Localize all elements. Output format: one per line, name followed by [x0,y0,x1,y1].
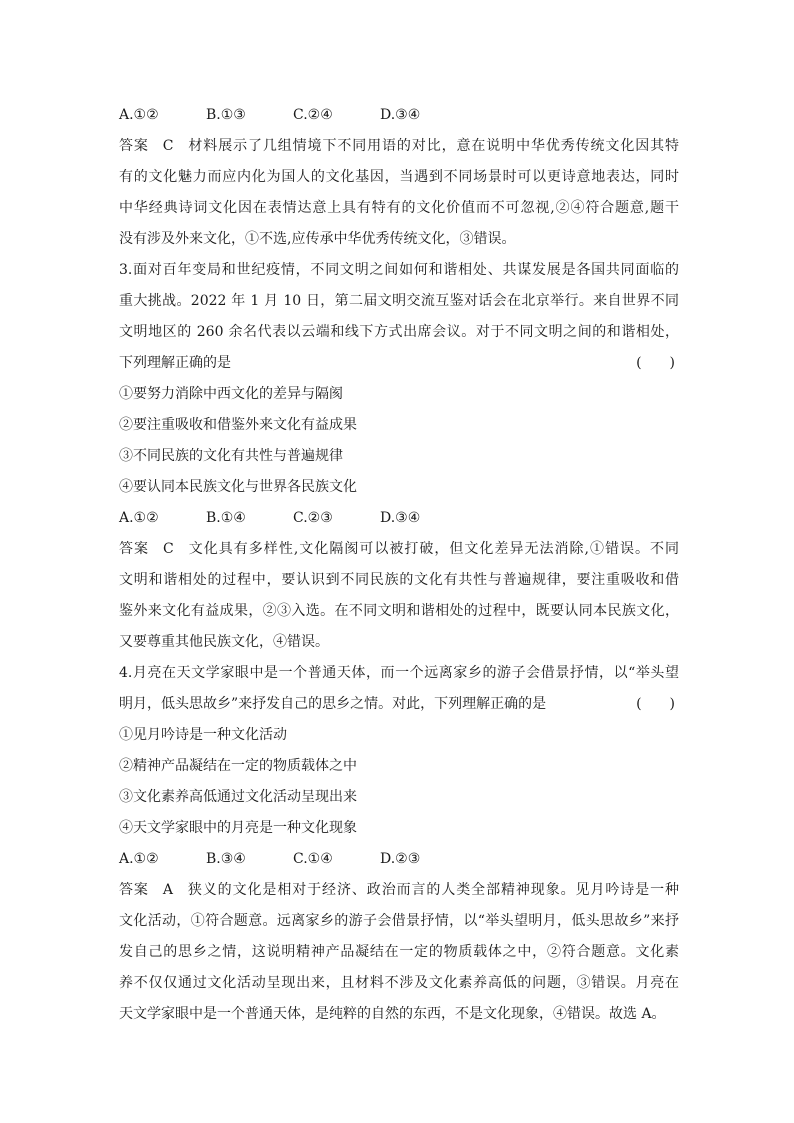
document-page [119,100,679,1030]
q3-stem-2: 重大挑战。2022 年 1 月 10 日，第二届文明交流互鉴对话会在北京举行。来自世界不同 [119,293,679,309]
q3-explanation-4: 又要尊重其他民族文化，④错误。 [119,634,329,650]
q4-statement-3: ③文化素养高低通过文化活动呈现出来 [119,789,357,805]
q2-options [119,100,679,131]
q3-stem-4-text: 下列理解正确的是 [119,355,231,371]
q3-option-b: B.①④ [206,510,246,526]
q3-answer-label: 答案 [119,541,150,557]
q4-statement-2: ②精神产品凝结在一定的物质载体之中 [119,758,357,774]
q3-option-a: A.①② [119,510,159,526]
q3-answer-line-1 [119,534,679,565]
q4-options [119,844,679,875]
q3-option-c: C.②③ [293,510,333,526]
q4-option-a: A.①② [119,851,159,867]
q3-stem-4 [119,348,679,379]
q2-answer-key: C [162,138,174,154]
q2-explanation-1: 材料展示了几组情境下不同用语的对比，意在说明中华优秀传统文化因其特 [187,138,680,154]
q4-stem-1: 4.月亮在天文学家眼中是一个普通天体，而一个远离家乡的游子会借景抒情，以“举头望 [119,665,679,681]
q3-option-d: D.③④ [380,510,421,526]
q3-stem-3: 文明地区的 260 余名代表以云端和线下方式出席会议。对于不同文明之间的和谐相处， [119,324,679,340]
q4-answer-line-1 [119,875,679,906]
q4-explanation-3: 发自己的思乡之情，这说明精神产品凝结在一定的物质载体之中，②符合题意。文化素 [119,944,679,960]
q3-explanation-2: 文明和谐相处的过程中，要认识到不同民族的文化有共性与普遍规律，要注重吸收和借 [119,572,679,588]
q2-explanation-2: 有的文化魅力而应内化为国人的文化基因，当遇到不同场景时可以更诗意地表达，同时 [119,169,679,185]
q2-option-b: B.①③ [206,107,246,123]
q4-stem-2 [119,689,679,720]
q4-explanation-1: 狭义的文化是相对于经济、政治而言的人类全部精神现象。见月吟诗是一种 [186,882,680,898]
q3-explanation-1: 文化具有多样性,文化隔阂可以被打破，但文化差异无法消除,①错误。不同 [187,541,680,557]
q3-statement-3: ③不同民族的文化有共性与普遍规律 [119,448,343,464]
q4-option-b: B.③④ [206,851,246,867]
q4-option-c: C.①④ [293,851,333,867]
q4-stem-2-text: 明月，低头思故乡”来抒发自己的思乡之情。对此，下列理解正确的是 [119,696,547,712]
q4-option-d: D.②③ [380,851,421,867]
q3-statement-2: ②要注重吸收和借鉴外来文化有益成果 [119,417,357,433]
q2-explanation-3: 中华经典诗词文化因在表情达意上具有特有的文化价值而不可忽视,②④符合题意,题干 [119,200,679,216]
q4-explanation-5: 天文学家眼中是一个普通天体，是纯粹的自然的东西，不是文化现象，④错误。故选 A。 [119,1006,666,1022]
q2-explanation-4: 没有涉及外来文化，①不选,应传承中华优秀传统文化，③错误。 [119,231,516,247]
q3-answer-key: C [163,541,174,557]
q4-explanation-2: 文化活动，①符合题意。远离家乡的游子会借景抒情，以“举头望明月，低头思故乡”来抒 [119,913,679,929]
q4-answer-label: 答案 [119,882,149,898]
q3-statement-1: ①要努力消除中西文化的差异与隔阂 [119,386,343,402]
q4-answer-blank: ( ) [636,696,675,712]
q3-answer-blank: ( ) [636,355,675,371]
q2-option-c: C.②④ [293,107,333,123]
q3-options [119,503,679,534]
q4-answer-key: A [162,882,173,898]
q2-option-d: D.③④ [380,107,421,123]
q4-statement-1: ①见月吟诗是一种文化活动 [119,727,287,743]
q3-explanation-3: 鉴外来文化有益成果，②③入选。在不同文明和谐相处的过程中，既要认同本民族文化， [119,603,679,619]
q3-stem-1: 3.面对百年变局和世纪疫情，不同文明之间如何和谐相处、共谋发展是各国共同面临的 [119,262,679,278]
q3-statement-4: ④要认同本民族文化与世界各民族文化 [119,479,357,495]
q2-answer-label: 答案 [119,138,149,154]
q4-explanation-4: 养不仅仅通过文化活动呈现出来，且材料不涉及文化素养高低的问题，③错误。月亮在 [119,975,679,991]
q2-answer-line-1 [119,131,679,162]
q2-option-a: A.①② [119,107,159,123]
q4-statement-4: ④天文学家眼中的月亮是一种文化现象 [119,820,357,836]
